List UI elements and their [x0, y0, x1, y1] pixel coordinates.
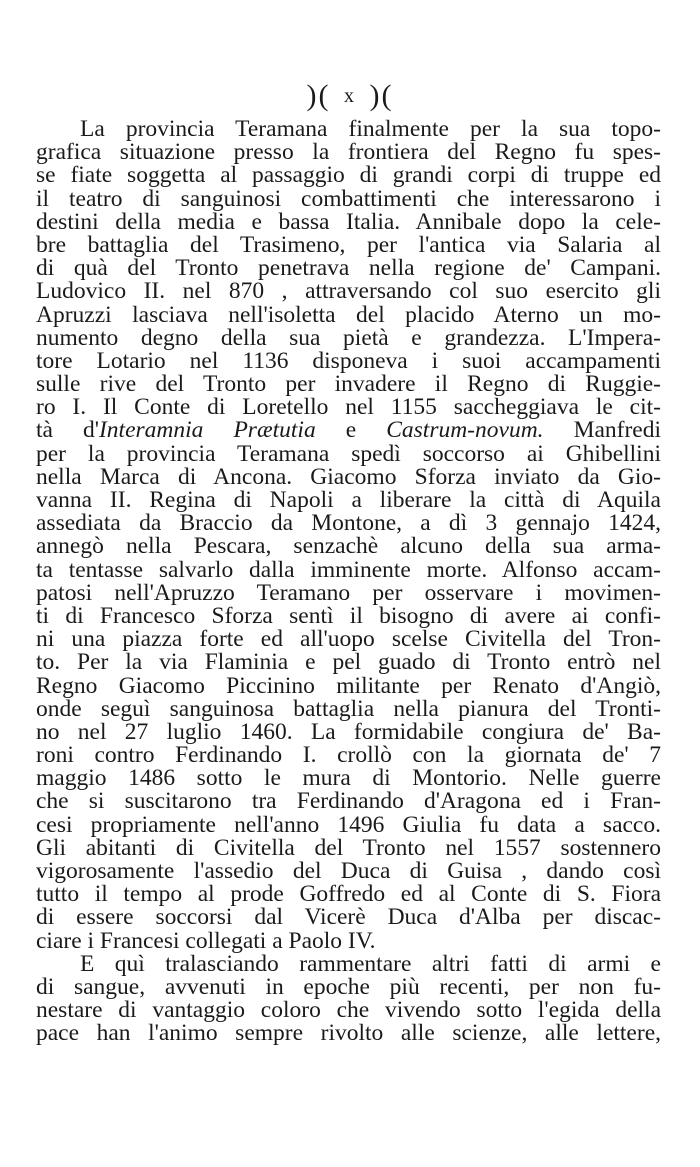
text-line: di sangue, avvenuti in epoche più recenti, per non fu- — [36, 973, 661, 1000]
line-start: tà d' — [36, 417, 99, 444]
text-line-mixed — [36, 419, 661, 442]
text-line: Apruzzi lasciava nell'isoletta del placido Aterno un mo- — [36, 301, 661, 328]
text-line: nella Marca di Ancona. Giacomo Sforza inviato da Gio- — [36, 463, 661, 490]
text-line: il teatro di sanguinosi combattimenti che interessarono i — [36, 185, 661, 212]
text-line: roni contro Ferdinando I. crollò con la giornata de' 7 — [36, 742, 661, 769]
text-line: assediata da Braccio da Montone, a dì 3 gennajo 1424, — [36, 510, 661, 537]
text-line: di essere soccorsi dal Vicerè Duca d'Alba per discac- — [36, 904, 661, 931]
conjunction: e — [315, 417, 387, 444]
text-line: no nel 27 luglio 1460. La formidabile congiura de' Ba- — [36, 718, 661, 745]
text-line: annegò nella Pescara, senzachè alcuno della sua arma- — [36, 533, 661, 560]
text-line: La provincia Teramana finalmente per la sua topo- — [80, 116, 661, 142]
text-line: tore Lotario nel 1136 disponeva i suoi accampamenti — [36, 347, 661, 374]
text-line: nestare di vantaggio coloro che vivendo sotto l'egida della — [36, 997, 661, 1024]
text-line: sulle rive del Tronto per invadere il Regno di Ruggie- — [36, 371, 661, 398]
text-line: pace han l'animo sempre rivolto alle scienze, alle lettere, — [36, 1020, 661, 1047]
text-line: vanna II. Regina di Napoli a liberare la città di Aquila — [36, 487, 661, 513]
text-line: ti di Francesco Sforza sentì il bisogno di avere ai confi- — [36, 602, 661, 629]
header-ornament-right: )( — [369, 79, 394, 112]
line-end: Manfredi — [573, 417, 662, 444]
italic-place-name: Interamnia Prætutia — [98, 417, 316, 444]
text-line: cesi propriamente nell'anno 1496 Giulia fu data a sacco. — [36, 811, 661, 838]
text-line: Gli abitanti di Civitella del Tronto nel 1557 sostennero — [36, 834, 661, 861]
text-line: bre battaglia del Trasimeno, per l'antica via Salaria al — [36, 231, 661, 258]
italic-place-name: Castrum-novum. — [386, 417, 544, 444]
text-line: per la provincia Teramana spedì soccorso ai Ghibellini — [36, 440, 661, 467]
header-ornament-left: )( — [306, 79, 331, 112]
text-line: to. Per la via Flaminia e pel guado di Tronto entrò nel — [36, 649, 661, 676]
text-line: se fiate soggetta al passaggio di grandi corpi di truppe ed — [36, 162, 661, 189]
text-line: Ludovico II. nel 870 , attraversando col suo esercito gli — [36, 278, 661, 305]
text-line: ni una piazza forte ed all'uopo scelse Civitella del Tron- — [36, 626, 661, 653]
text-line: di quà del Tronto penetrava nella regione de' Campani. — [36, 255, 661, 282]
text-line: Regno Giacomo Piccinino militante per Renato d'Angiò, — [36, 672, 661, 699]
paragraph-1 — [36, 118, 661, 953]
text-line: patosi nell'Apruzzo Teramano per osservare i movimen- — [36, 579, 661, 606]
text-line: numento degno della sua pietà e grandezza. L'Impera- — [36, 324, 661, 351]
text-line: E quì tralasciando rammentare altri fatti di armi e — [80, 950, 661, 977]
text-line: maggio 1486 sotto le mura di Montorio. Nelle guerre — [36, 765, 661, 792]
text-line: ta tentasse salvarlo dalla imminente morte. Alfonso accam- — [36, 556, 661, 583]
text-line: ciare i Francesi collegati a Paolo IV. — [36, 927, 376, 954]
paragraph-2 — [36, 950, 661, 1047]
page-header — [0, 76, 700, 116]
text-line: tutto il tempo al prode Goffredo ed al Conte di S. Fiora — [36, 881, 661, 908]
text-line: destini della media e bassa Italia. Annibale dopo la cele- — [36, 208, 661, 235]
text-line: che si suscitarono tra Ferdinando d'Aragona ed i Fran- — [36, 788, 661, 815]
body-text — [36, 118, 661, 1046]
text-line: vigorosamente l'assedio del Duca di Guisa , dando così — [36, 858, 661, 884]
text-line: grafica situazione presso la frontiera del Regno fu spes- — [36, 139, 661, 166]
text-line: ro I. Il Conte di Loretello nel 1155 saccheggiava le cit- — [36, 394, 661, 421]
page-number: x — [344, 85, 356, 107]
text-line: onde seguì sanguinosa battaglia nella pianura del Tronti- — [36, 695, 661, 722]
